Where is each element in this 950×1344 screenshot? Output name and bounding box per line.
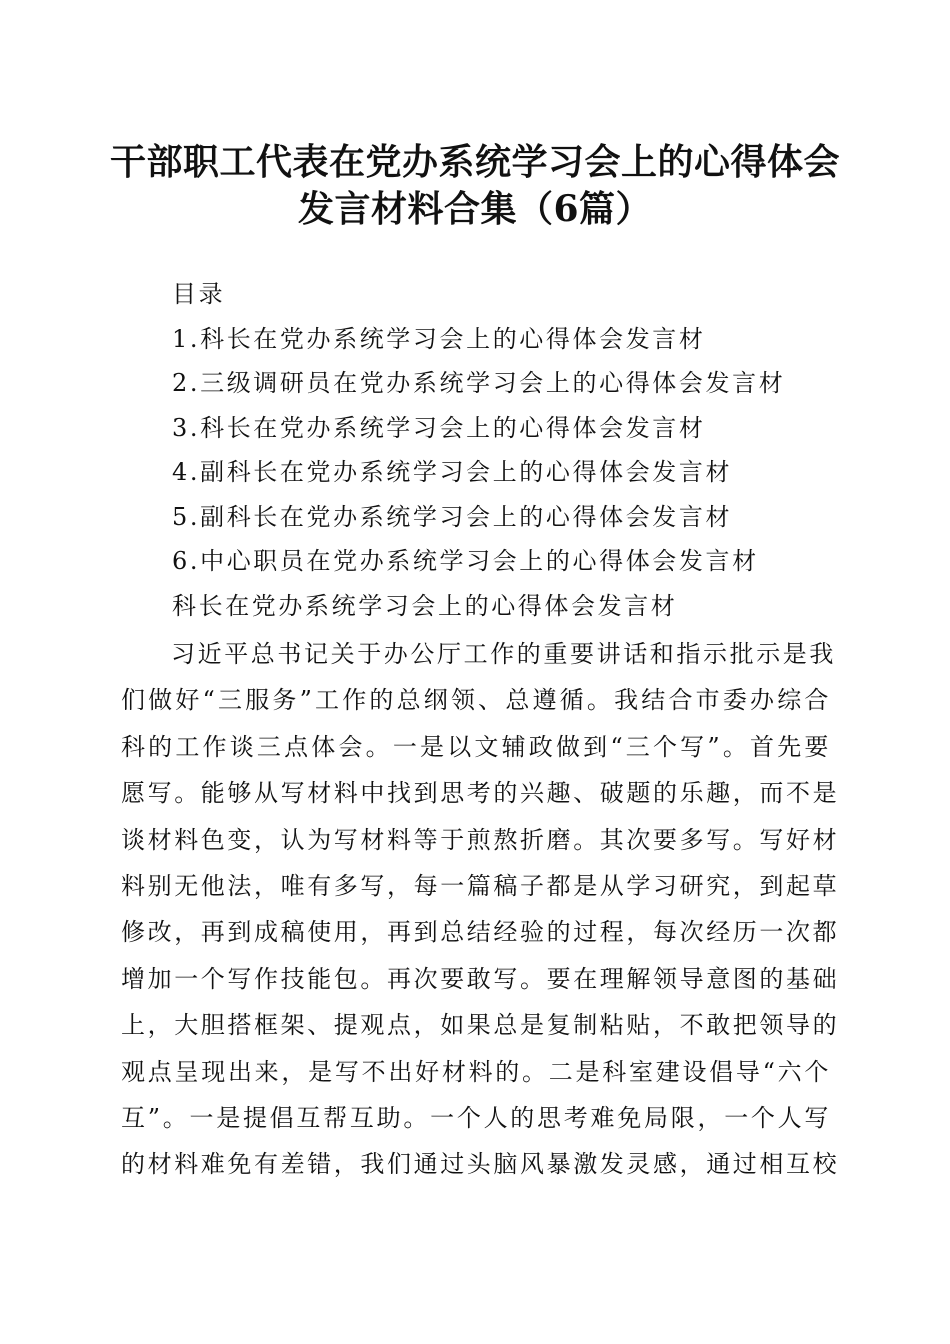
paragraph-line: 观点呈现出来，是写不出好材料的。二是科室建设倡导“六个 — [121, 1057, 831, 1086]
paragraph-line: 们做好“三服务”工作的总纲领、总遵循。我结合市委办综合 — [121, 686, 831, 715]
paragraph-line: 互”。一是提倡互帮互助。一个人的思考难免局限，一个人写 — [121, 1103, 831, 1132]
paragraph-line: 习近平总书记关于办公厅工作的重要讲话和指示批示是我 — [171, 640, 836, 668]
document-title-line-1: 干部职工代表在党办系统学习会上的心得体会 — [109, 141, 840, 183]
section-heading: 科长在党办系统学习会上的心得体会发言材 — [172, 591, 678, 620]
paragraph-line: 谈材料色变，认为写材料等于煎熬折磨。其次要多写。写好材 — [121, 825, 840, 854]
toc-heading: 目录 — [172, 280, 226, 308]
toc-item: 6.中心职员在党办系统学习会上的心得体会发言材 — [172, 547, 759, 575]
paragraph-line: 的材料难免有差错，我们通过头脑风暴激发灵感，通过相互校 — [121, 1150, 840, 1179]
document-title-line-2: 发言材料合集（6篇） — [297, 188, 653, 230]
body-paragraph — [121, 631, 840, 1188]
toc-item: 3.科长在党办系统学习会上的心得体会发言材 — [172, 413, 706, 442]
paragraph-line: 修改，再到成稿使用，再到总结经验的过程，每次经历一次都 — [121, 918, 840, 947]
paragraph-line: 科的工作谈三点体会。一是以文辅政做到“三个写”。首先要 — [121, 732, 831, 761]
toc-item: 4.副科长在党办系统学习会上的心得体会发言材 — [172, 458, 733, 486]
toc-item: 2.三级调研员在党办系统学习会上的心得体会发言材 — [172, 369, 786, 397]
paragraph-line: 愿写。能够从写材料中找到思考的兴趣、破题的乐趣，而不是 — [121, 779, 840, 808]
paragraph-line: 增加一个写作技能包。再次要敢写。要在理解领导意图的基础 — [121, 964, 840, 993]
paragraph-line: 上，大胆搭框架、提观点，如果总是复制粘贴，不敢把领导的 — [121, 1011, 840, 1040]
paragraph-line: 料别无他法，唯有多写，每一篇稿子都是从学习研究，到起草 — [121, 871, 840, 900]
toc-item: 5.副科长在党办系统学习会上的心得体会发言材 — [172, 502, 733, 531]
toc-item: 1.科长在党办系统学习会上的心得体会发言材 — [172, 324, 706, 353]
table-of-contents — [172, 272, 785, 628]
